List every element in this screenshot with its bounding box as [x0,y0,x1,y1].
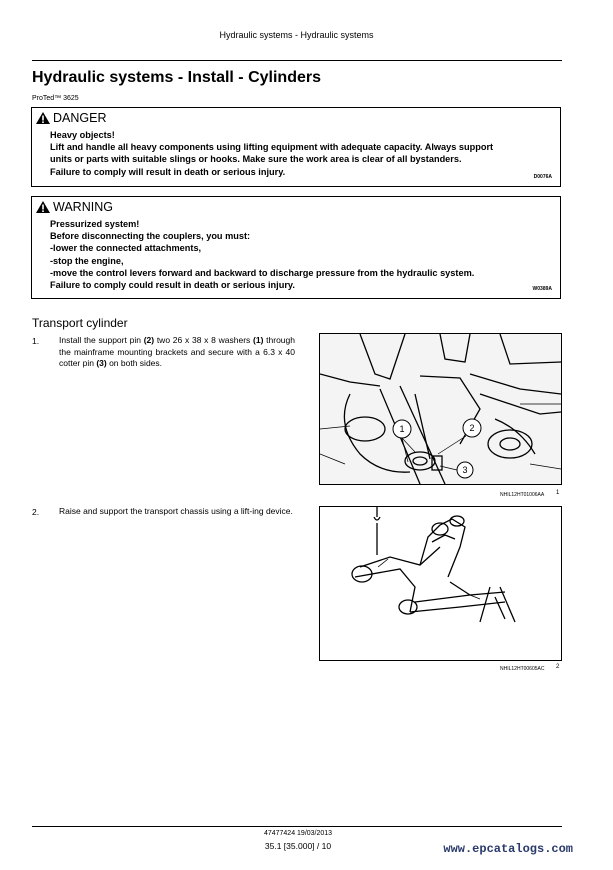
callout-reference: (3) [96,358,107,369]
warning-triangle-icon [36,112,50,124]
warning-line: -stop the engine, [50,255,124,266]
warning-code: W0389A [532,286,552,292]
danger-text [50,129,493,178]
figure-1-number: 1 [556,490,560,496]
warning-text [50,218,474,291]
header-rule [32,60,562,61]
step-text-run: Install the support pin [59,335,144,345]
callout-1-label: 1 [399,424,405,434]
running-header: Hydraulic systems - Hydraulic systems [219,30,374,40]
step-text-run: on both sides. [106,358,163,369]
warning-line: -move the control levers forward and backward to discharge pressure from the hydraulic system. [50,267,475,278]
warning-box [31,196,561,299]
warning-line: Before disconnecting the couplers, you must: [50,231,251,242]
step-text-run: two 26 x 38 x 8 washers [154,335,254,345]
warning-label: WARNING [53,200,113,214]
figure-2-number: 2 [556,664,560,670]
warning-header [36,200,113,214]
callout-3-label: 3 [462,465,468,475]
danger-label: DANGER [53,111,107,125]
figure-1-illustration [320,334,561,484]
step-text [59,335,295,370]
step-text-run: Raise and support the transport chassis using a lift-ing device. [59,506,293,516]
page-title: Hydraulic systems - Install - Cylinders [32,69,321,86]
figure-2-illustration [320,507,561,660]
figure-1 [319,333,562,485]
danger-header [36,111,106,125]
footer-rule [32,826,562,827]
step-text-run: through the mainframe mounting brackets and secure with a 6.3 x 40 cotter pin [59,335,295,369]
step-number: 1. [32,336,40,346]
danger-line: Heavy objects! [50,130,115,140]
page-number: 35.1 [35.000] / 10 [264,841,332,851]
warning-line: Pressurized system! [50,219,140,229]
danger-line: Lift and handle all heavy components using lifting equipment with adequate capacity. Always support [50,142,494,153]
figure-1-id: NHIL12HT01006AA [500,492,545,498]
step-number: 2. [32,507,40,517]
model-label: ProTed™ 3625 [32,95,79,102]
danger-code: D0076A [533,174,552,180]
danger-line: units or parts with suitable slings or hooks. Make sure the work area is clear of all bystanders. [50,154,462,165]
figure-2-id: NHIL12HT00605AC [500,666,545,672]
warning-line: Failure to comply could result in death or serious injury. [50,280,295,291]
warning-line: -lower the connected attachments, [50,243,202,254]
document-number: 47477424 19/03/2013 [263,830,333,837]
callout-2-label: 2 [469,423,475,433]
step-text [59,506,295,518]
callout-reference: (1) [253,335,264,345]
warning-triangle-icon [36,201,50,213]
figure-2 [319,506,562,661]
danger-box [31,107,561,187]
watermark: www.epcatalogs.com [443,842,573,856]
danger-line: Failure to comply will result in death or serious injury. [50,166,286,177]
callout-reference: (2) [143,335,155,345]
section-title: Transport cylinder [32,316,128,330]
